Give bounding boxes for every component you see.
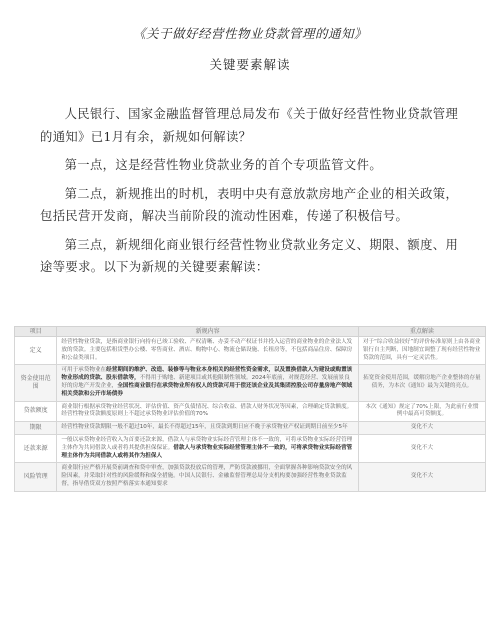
- row-interpretation: 本次《通知》规定了70%上限，为此前行业惯例中最高可贷额度。: [358, 401, 485, 422]
- row-content: [57, 463, 358, 491]
- row-item-label: 贷款额度: [15, 401, 57, 422]
- row-content: [57, 422, 358, 435]
- row-content: [57, 365, 358, 401]
- table-row: [15, 337, 486, 365]
- row-content: [57, 401, 358, 422]
- table-row: [15, 365, 486, 401]
- row-item-label: 期限: [15, 422, 57, 435]
- row-content: [57, 434, 358, 462]
- content-highlight: 借款人与承贷物业实际经营管理主体不一致的，可将承贷物业实际经营管理主体作为共同借款人或将其作为担保人: [61, 444, 353, 459]
- header-content: 新规内容: [57, 327, 358, 337]
- document-title: 《关于做好经营性物业贷款管理的通知》: [132, 26, 367, 41]
- header-item: 项目: [15, 327, 57, 337]
- row-interpretation: 变化不大: [358, 422, 485, 435]
- paragraph-intro: 人民银行、国家金融监督管理总局发布《关于做好经营性物业贷款管理的通知》已1月有余，新规如何解读？: [40, 107, 459, 144]
- content-text: 经营性物业贷款期限一般不超过10年，最长不得超过15年，且贷款到期日应不晚于承贷物业产权证到期日前至少5年: [61, 424, 348, 431]
- content-text: 可用于承贷物业在: [61, 367, 107, 374]
- content-highlight: 经营期间的维护、改造、装修等与物业本身相关的经营性资金需求，以及置换借款人为建设或购置该物业形成的贷款、股东借款等，: [61, 367, 353, 382]
- row-interpretation: 变化不大: [358, 463, 485, 491]
- table-header-row: [15, 327, 486, 337]
- table-row: [15, 463, 486, 491]
- content-highlight: 全国性商业银行在承贷物业所有权人的贷款可用于偿还该企业及其集团控股公司存量房地产领域相关贷款和公开市场债券: [61, 382, 353, 397]
- content-text: 一般以承贷物业经营收入为首要还款来源，借款人与承贷物业实际经营管理主体不一致的，可将承贷物业实际经营管理主体作为共同借款人或者将其提供担保保证。: [61, 436, 353, 451]
- content-text: 商业银行应严格开展贷前调查和贷中审查，加强贷款投放后的管理，严防贷款被挪用，全面掌握各种影响贷款安全的风险因素，并采取针对性的风险缓释和保全措施。中国人民银行、金融监督管理总局分支机构要加强经营性物业贷款监督，指导借贷双方按照严格落实本通知要求: [61, 465, 353, 487]
- row-item-label: 定义: [15, 337, 57, 365]
- paragraph-point-two: 第二点，新规推出的时机，表明中央有意放款房地产企业的相关政策，包括民营开发商，解决当前阶段的流动性困难，传递了积极信号。: [40, 186, 459, 223]
- row-interpretation: 变化不大: [358, 434, 485, 462]
- document-subtitle: 关键要素解读: [209, 57, 291, 72]
- paragraph-point-three: 第三点，新规细化商业银行经营性物业贷款业务定义、期限、额度、用途等要求。以下为新规的关键要素解读：: [40, 237, 459, 274]
- row-item-label: 还款来源: [15, 434, 57, 462]
- key-elements-table: [14, 326, 486, 492]
- content-text: 经营性物业贷款，是指商业银行向持有已竣工验收、产权清晰、办妥不动产权证书并投入运营的商业物业的企业法人发放的贷款。主要包括租赁型办公楼、零售商业、酒店、购物中心、物流仓储设施、长租房等，不包括商品住房、保障房和公益类项目。: [61, 339, 353, 361]
- table-row: [15, 434, 486, 462]
- content-text: 不得用于购地、新建项目或其他限制性领域。2024年底前，对规范经营、发展前景良好的房地产开发企业，: [61, 375, 350, 389]
- document-page: [0, 24, 500, 627]
- row-interpretation: 对于“综合收益较好”的评价标准原则上由各商业银行自主判断，因地制宜调整了现有经营性物业贷款的范围，具有一定灵活性。: [358, 337, 485, 365]
- paragraph-point-one: 第一点，这是经营性物业贷款业务的首个专项监管文件。: [64, 158, 383, 172]
- content-text: 商业银行根据承贷物业经营状况、评估价值、资产负债情况、综合收益、借款人财务状况等因素，合理确定贷款额度。经营性物业贷款额度原则上不超过承贷物业评估价值的70%: [61, 403, 353, 418]
- row-item-label: 风险管理: [15, 463, 57, 491]
- table-row: [15, 401, 486, 422]
- row-content: [57, 337, 358, 365]
- table-row: [15, 422, 486, 435]
- header-interpretation: 重点解读: [358, 327, 485, 337]
- document-body: [40, 103, 460, 279]
- row-item-label: 资金使用范围: [15, 365, 57, 401]
- row-interpretation: 拓宽资金使用范围，缓解房地产企业整体的存量债务，为本次《通知》最为关键的亮点。: [358, 365, 485, 401]
